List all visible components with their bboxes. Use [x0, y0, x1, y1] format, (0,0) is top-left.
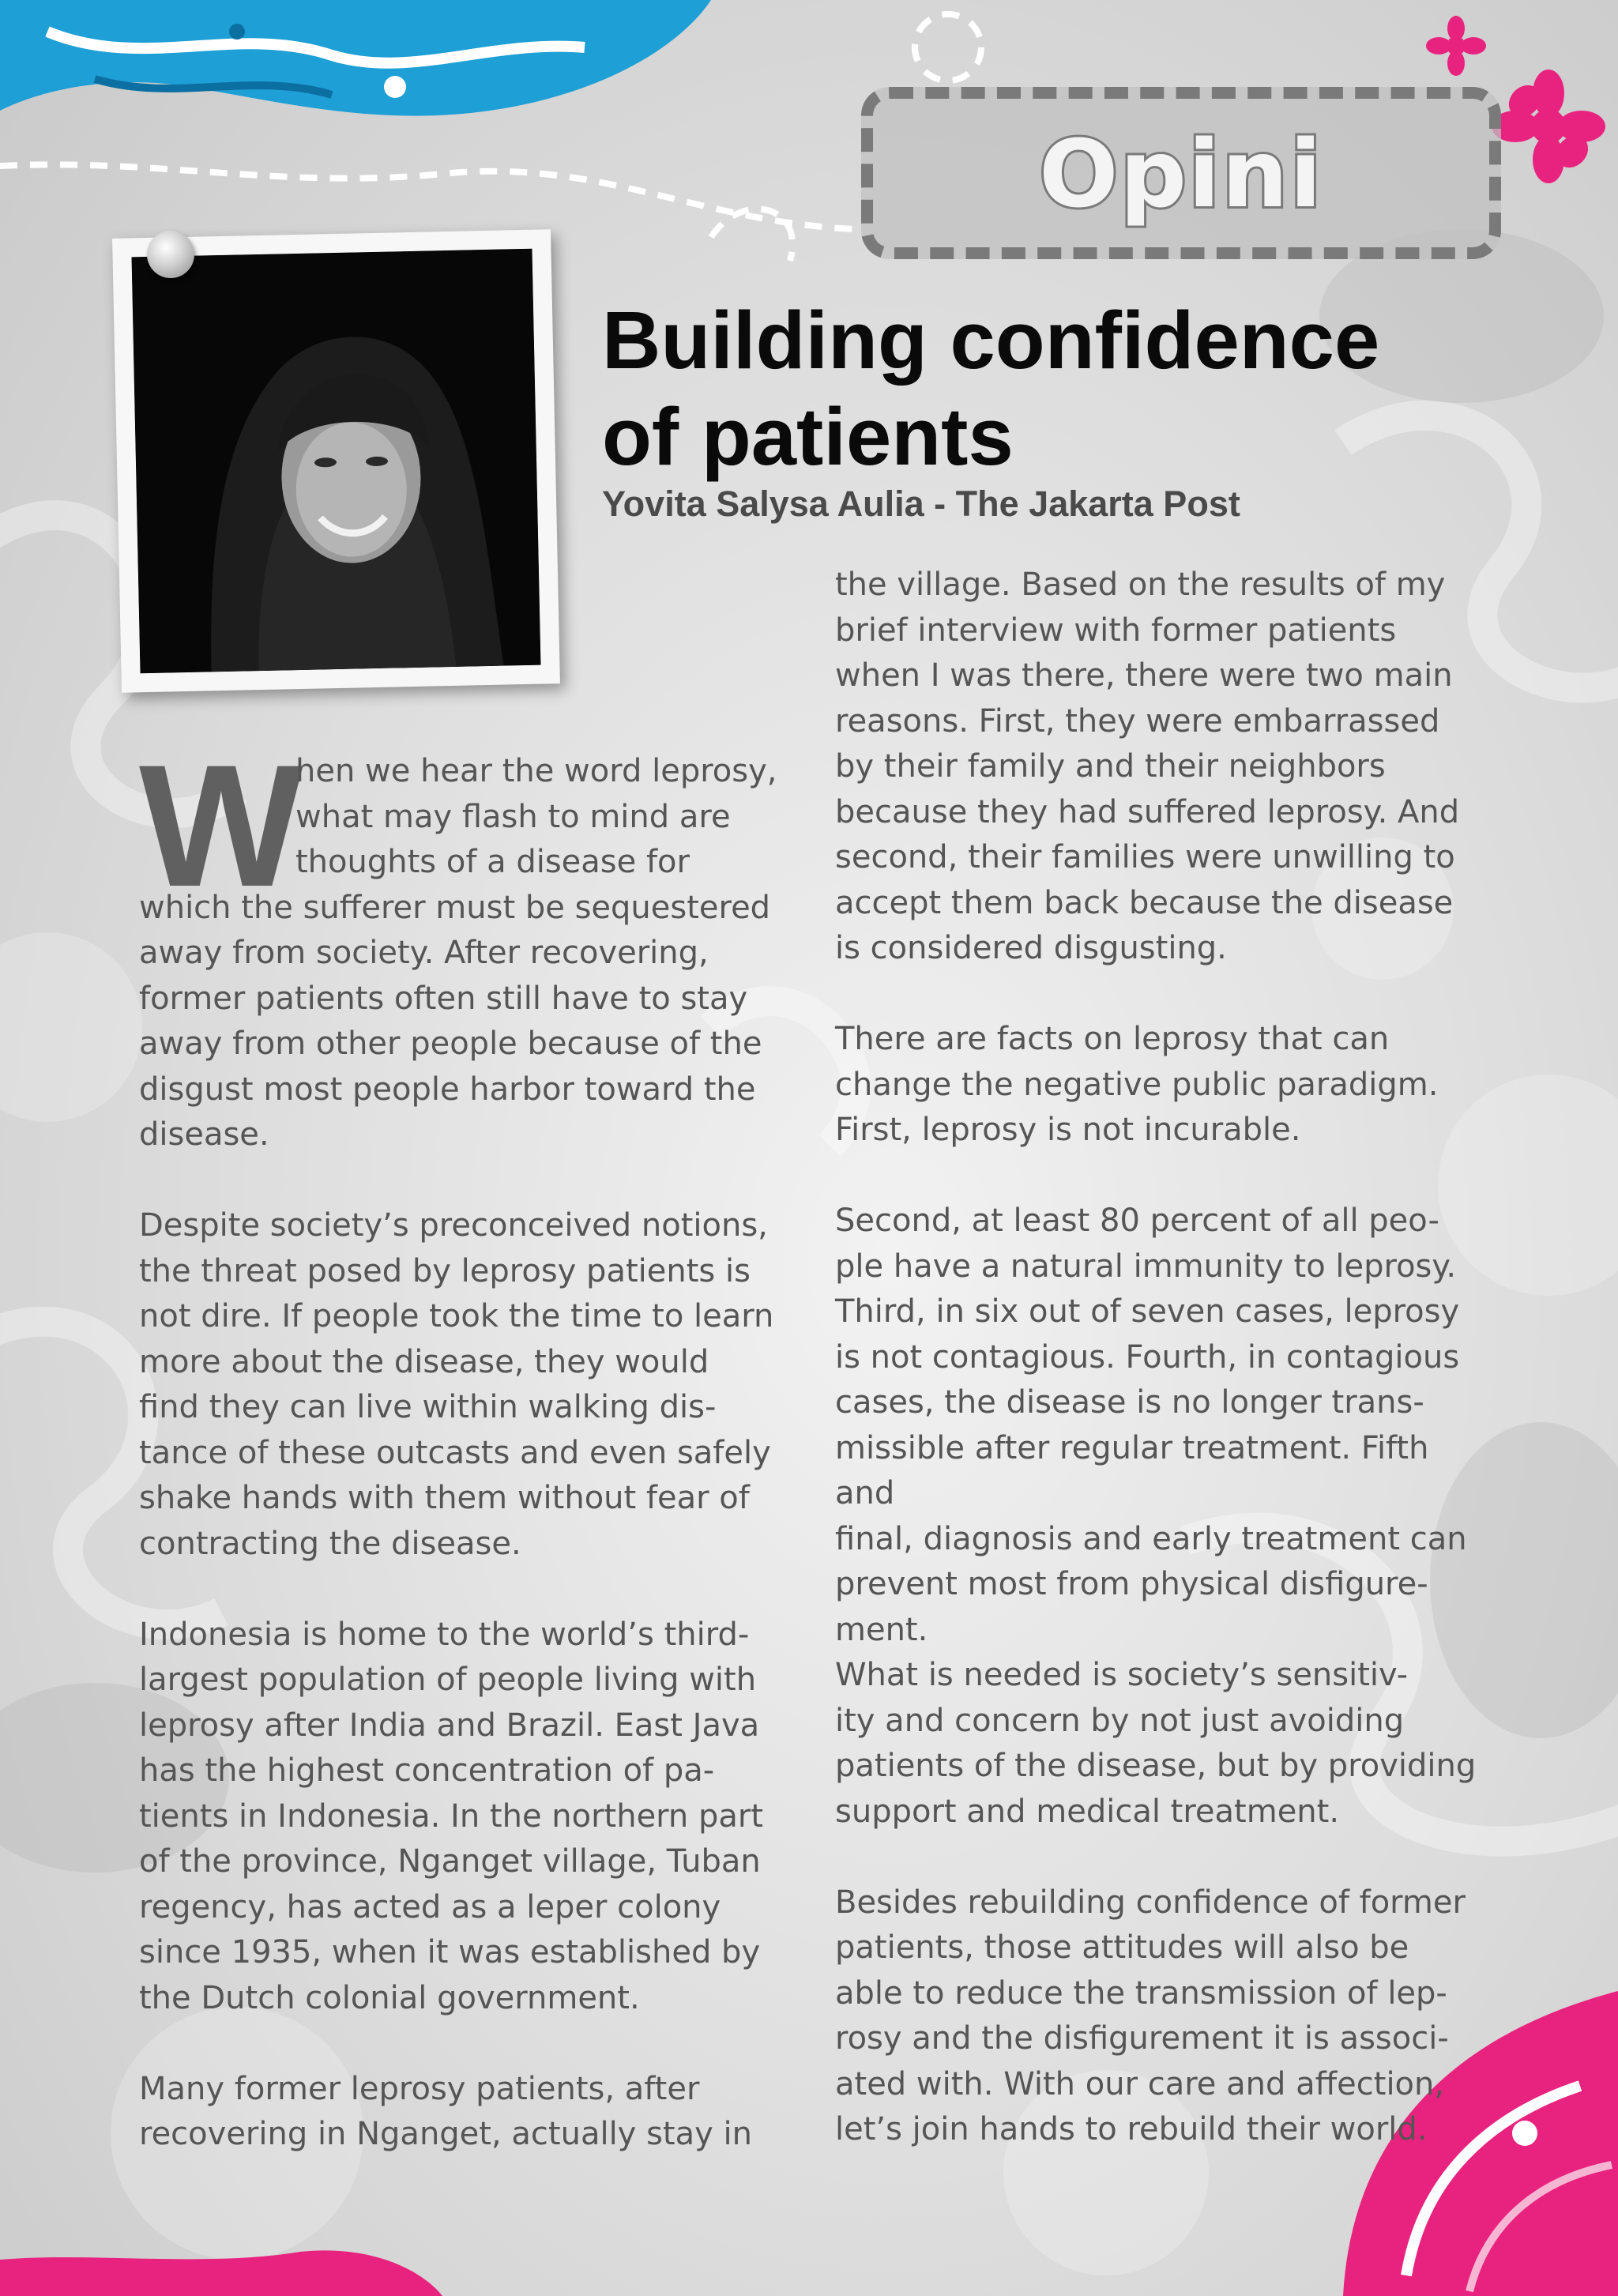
- author-photo: [112, 229, 560, 692]
- text-line: able to reduce the transmission of lep-: [835, 1974, 1447, 2012]
- article-title: [602, 292, 1550, 485]
- text-line: hen we hear the word leprosy,: [295, 753, 777, 789]
- text-line: former patients often still have to stay: [139, 980, 748, 1017]
- text-line: more about the disease, they would: [139, 1343, 709, 1380]
- text-line: Third, in six out of seven cases, leprosy: [835, 1293, 1460, 1330]
- paragraph-gap: [139, 1158, 803, 1204]
- text-line: find they can live within walking dis-: [139, 1389, 717, 1425]
- text-line: accept them back because the disease: [835, 884, 1454, 921]
- text-line: tients in Indonesia. In the northern part: [139, 1797, 764, 1835]
- title-line-1: Building confidence: [602, 295, 1380, 386]
- text-line: because they had suffered leprosy. And: [835, 793, 1460, 830]
- paragraph-gap: [835, 1154, 1546, 1199]
- article-byline: Yovita Salysa Aulia - The Jakarta Post: [602, 484, 1240, 524]
- paragraph-gap: [835, 1835, 1546, 1880]
- text-line: What is needed is society’s sensitiv-: [835, 1657, 1409, 1693]
- text-line: disease.: [139, 1116, 269, 1153]
- text-line: away from society. After recovering,: [139, 935, 709, 971]
- text-line: away from other people because of the: [139, 1026, 762, 1062]
- text-line: not dire. If people took the time to learn: [139, 1298, 774, 1334]
- text-line: and: [835, 1475, 895, 1511]
- portrait-image: [132, 249, 541, 674]
- text-line: ated with. With our care and affection,: [835, 2065, 1445, 2102]
- text-line: patients of the disease, but by providing: [835, 1748, 1477, 1784]
- text-line: the village. Based on the results of my: [835, 566, 1446, 603]
- text-line: tance of these outcasts and even safely: [139, 1434, 771, 1471]
- drop-cap: W: [139, 728, 303, 923]
- section-tag: [861, 87, 1501, 259]
- text-line: Many former leprosy patients, after: [139, 2070, 700, 2107]
- text-line: which the sufferer must be sequestered: [139, 889, 771, 926]
- text-line: disgust most people harbor toward the: [139, 1071, 756, 1108]
- text-line: Despite society’s preconceived notions,: [139, 1207, 768, 1244]
- text-line: Besides rebuilding confidence of former: [835, 1884, 1466, 1921]
- text-line: Second, at least 80 percent of all peo-: [835, 1203, 1439, 1239]
- text-line: contracting the disease.: [139, 1525, 521, 1562]
- text-line: the Dutch colonial government.: [139, 1979, 640, 2016]
- text-line: reasons. First, they were embarrassed: [835, 702, 1440, 740]
- text-line: final, diagnosis and early treatment can: [835, 1520, 1467, 1557]
- text-line: ment.: [835, 1611, 928, 1648]
- text-line: There are facts on leprosy that can: [835, 1021, 1390, 1057]
- text-line: rosy and the disfigurement it is associ-: [835, 2020, 1449, 2057]
- text-line: is not contagious. Fourth, in contagious: [835, 1338, 1460, 1376]
- text-line: second, their families were unwilling to: [835, 839, 1455, 875]
- title-line-2: of patients: [602, 391, 1014, 482]
- text-line: ple have a natural immunity to leprosy.: [835, 1248, 1457, 1285]
- text-line: leprosy after India and Brazil. East Java: [139, 1707, 760, 1744]
- right-column: [835, 563, 1546, 2153]
- text-line: when I was there, there were two main: [835, 657, 1453, 694]
- text-line: ity and concern by not just avoiding: [835, 1702, 1405, 1739]
- text-line: cases, the disease is no longer trans-: [835, 1384, 1424, 1421]
- text-line: regency, has acted as a leper colony: [139, 1888, 721, 1925]
- text-line: of the province, Nganget village, Tuban: [139, 1843, 761, 1880]
- left-column: [139, 749, 803, 2158]
- text-line: let’s join hands to rebuild their world.: [835, 2111, 1428, 2147]
- text-line: since 1935, when it was established by: [139, 1934, 761, 1970]
- section-label: Opini: [1039, 119, 1323, 228]
- text-line: change the negative public paradigm.: [835, 1066, 1439, 1103]
- paragraph-gap: [835, 972, 1546, 1018]
- pushpin-icon: [147, 231, 194, 278]
- text-line: the threat posed by leprosy patients is: [139, 1252, 751, 1289]
- text-line: has the highest concentration of pa-: [139, 1752, 715, 1789]
- text-line: prevent most from physical disfigure-: [835, 1566, 1428, 1602]
- text-line: by their family and their neighbors: [835, 748, 1386, 785]
- text-line: First, leprosy is not incurable.: [835, 1112, 1301, 1148]
- text-line: largest population of people living with: [139, 1662, 757, 1698]
- text-line: brief interview with former patients: [835, 612, 1397, 649]
- text-line: patients, those attitudes will also be: [835, 1929, 1409, 1966]
- text-line: missible after regular treatment. Fifth: [835, 1429, 1429, 1466]
- text-line: is considered disgusting.: [835, 930, 1227, 966]
- text-line: Indonesia is home to the world’s third-: [139, 1616, 750, 1653]
- text-line: support and medical treatment.: [835, 1793, 1340, 1830]
- text-line: what may flash to mind are: [295, 798, 731, 835]
- paragraph-gap: [139, 1567, 803, 1613]
- text-line: recovering in Nganget, actually stay in: [139, 2116, 752, 2152]
- paragraph-gap: [139, 2021, 803, 2067]
- text-line: thoughts of a disease for: [295, 844, 690, 880]
- text-line: shake hands with them without fear of: [139, 1480, 750, 1516]
